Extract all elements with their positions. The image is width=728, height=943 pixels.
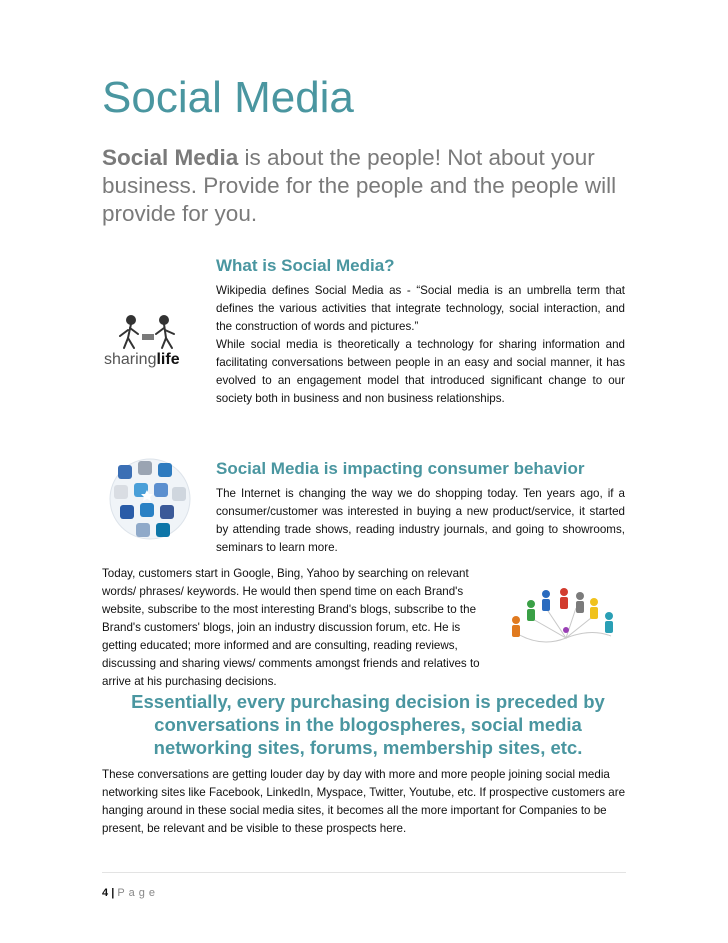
section1-para2: While social media is theoretically a technology for sharing information and facilitating conversations between people in an easy and social manner, it has evolved to an engagement model that introduced significant change to our society both in business and non business relationships. — [216, 338, 625, 405]
footer-separator: | — [111, 887, 115, 899]
life-text: life — [156, 351, 180, 368]
section1-para1: Wikipedia defines Social Media as - “Social media is an umbrella term that defines the various activities that integrate technology, social interaction, and the construction of words and pictures.” — [216, 284, 625, 333]
page-footer — [102, 887, 159, 899]
lead-rest: is about the people! Not about your business. Provide for the people and the people will provide for you. — [102, 145, 617, 226]
page-title: Social Media — [102, 73, 354, 122]
sharing-text: sharing — [104, 351, 157, 368]
sharing-life-image — [104, 312, 196, 372]
people-network-image — [496, 578, 626, 658]
paragraph-3: Today, customers start in Google, Bing, Yahoo by searching on relevant words/ phrases/ keywords. He would then spend time on each Brand's website, subscribe to the most interesting Brand's blogs, subscribe to the Brand's customers' blogs, join an industry discussion forum, etc. He is getting educated; more informed and are consulting, reading reviews, discussing and sharing views/ comments amongst friends and relatives to arrive at his purchasing decisions. — [102, 567, 480, 688]
section-heading-what-is: What is Social Media? — [216, 256, 395, 275]
footer-divider — [102, 872, 626, 873]
section-heading-impacting: Social Media is impacting consumer behavior — [216, 459, 585, 478]
section2-para1: The Internet is changing the way we do shopping today. Ten years ago, if a consumer/customer was interested in buying a new product/service, it started by attending trade shows, reading industry journals, and going to showrooms, seminars to learn more. — [216, 487, 625, 554]
lead-statement — [102, 144, 622, 228]
page-number: 4 — [102, 887, 109, 899]
social-icons-globe-image — [104, 453, 196, 545]
page-label: Page — [117, 887, 160, 899]
key-quote: Essentially, every purchasing decision is preceded by conversations in the blogospheres, social media networking sites, forums, membership sites, etc. — [131, 691, 605, 758]
lead-strong: Social Media — [102, 145, 239, 170]
paragraph-4: These conversations are getting louder day by day with more and more people joining social media networking sites like Facebook, LinkedIn, Myspace, Twitter, Youtube, etc. If prospective customers are hanging around in these social media sites, it becomes all the more important for Companies to be present, be relevant and be visible to these prospects here. — [102, 768, 626, 835]
